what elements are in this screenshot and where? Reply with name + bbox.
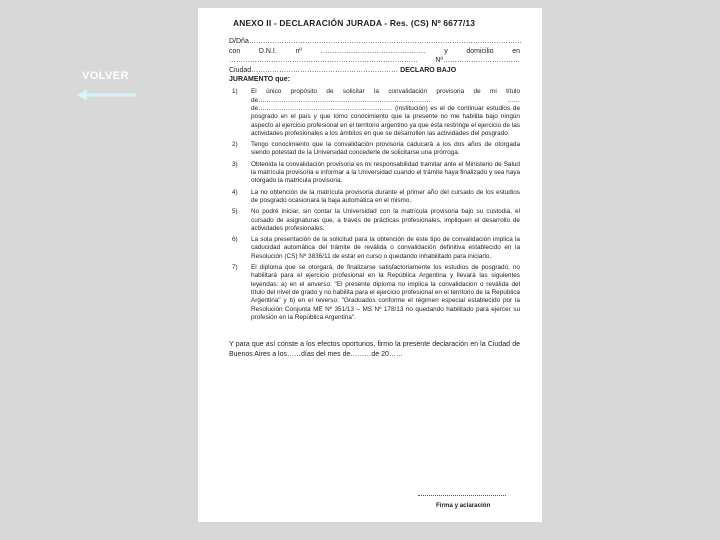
clause-number: 6) bbox=[232, 236, 238, 244]
clause-item bbox=[229, 88, 520, 138]
clause-list bbox=[229, 88, 520, 322]
clause-text: No podré iniciar, sin contar la Universidad con la matrícula provisoria bajo su custodia, el cursado de asignaturas que, a través de prácticas profesionales, impliquen el desarrollo de actividades profesionales. bbox=[251, 208, 520, 232]
clause-item bbox=[229, 236, 520, 261]
clause-text: Obtenida la convalidación provisoria es mi responsabilidad tramitar ante el Ministerio de Salud la matrícula provisoria e informar a la Universidad cuando el trámite haya finalizado y sea haya otorgado la matrícula provisoria. bbox=[251, 160, 520, 185]
declaration-document bbox=[198, 8, 542, 522]
clause-number: 4) bbox=[232, 188, 238, 196]
signature-label: Firma y aclaración bbox=[436, 502, 491, 509]
left-arrow-icon bbox=[76, 88, 140, 102]
clause-item bbox=[229, 141, 520, 158]
clause-text: El único propósito de solicitar la convalidación provisoria de mi título de……………………………………………………………………… ……de……………………………………………………… (institución) es el de continuar estudios de posgrado en el país y que tomo conocimiento que la presente no me habilita bajo ningún aspecto al ejercicio profesional en el territorio argentino ya que ésta restringe el ejercicio de las actividades profesionales a los ámbitos en que se desarrollen las actividades del posgrado. bbox=[251, 88, 520, 137]
declarant-intro bbox=[229, 37, 520, 75]
clause-number: 5) bbox=[232, 208, 238, 216]
clause-item bbox=[229, 264, 520, 322]
declaro-text: DECLARO BAJO bbox=[400, 66, 457, 74]
clause-item bbox=[229, 189, 520, 206]
document-title: ANEXO II - DECLARACIÓN JURADA - Res. (CS) Nº 6677/13 bbox=[233, 18, 476, 28]
declarant-fields: D/Dña……………………………………………………………………………………………………… con D.N.I. nº ……………………………………… y domicilio en ……………………………………………………………………… Nº…………………………… Ciudad……………………………………………………… bbox=[229, 38, 522, 74]
signature-line bbox=[418, 495, 506, 496]
clause-text: El diploma que se otorgará, de finalizarse satisfactoriamente los estudios de posgrado, no habilitará para el ejercicio profesional en la República Argentina y llevará las siguientes leyendas: a) en el anverso: "El presente diploma no implica la convalidación o reválida del título del nivel de grado y no habilita para el ejercicio profesional en el territorio de la República Argentina" y b) en el reverso: "Graduados conforme el régimen especial establecido por la Resolución Conjunta ME Nº 351/13 – MS Nº 178/13 no quedando habilitado para ejercer su profesión en la República Argentina". bbox=[251, 264, 520, 321]
closing-paragraph: Y para que así conste a los efectos oportunos, firmo la presente declaración en la Ciudad de Buenos Aires a los……días del mes de………de 20…… bbox=[229, 341, 520, 358]
clause-text: Tengo conocimiento que la convalidación provisoria caducará a los dos años de otorgada siendo potestad de la Universidad concederle de solicitarse una prórroga. bbox=[251, 141, 520, 157]
clause-item bbox=[229, 161, 520, 186]
juramento-heading: JURAMENTO que: bbox=[229, 76, 290, 84]
clause-number: 2) bbox=[232, 141, 238, 149]
back-button-label: VOLVER bbox=[82, 70, 129, 82]
clause-text: La no obtención de la matrícula provisoria durante el primer año del cursado de los estudios de posgrado ocasionará la baja automática en el mismo. bbox=[251, 188, 520, 204]
clause-number: 1) bbox=[232, 88, 238, 96]
clause-number: 7) bbox=[232, 264, 238, 272]
clause-item bbox=[229, 208, 520, 233]
clause-text: La sola presentación de la solicitud para la obtención de este tipo de convalidación implica la caducidad automática del trámite de reválida o convalidación definitiva establecido en la Resolución (CS) Nº 3836/11 de estar en curso o quedando inhabilitado para iniciarlo. bbox=[251, 236, 520, 260]
back-button[interactable] bbox=[76, 70, 140, 106]
clause-number: 3) bbox=[232, 160, 238, 168]
